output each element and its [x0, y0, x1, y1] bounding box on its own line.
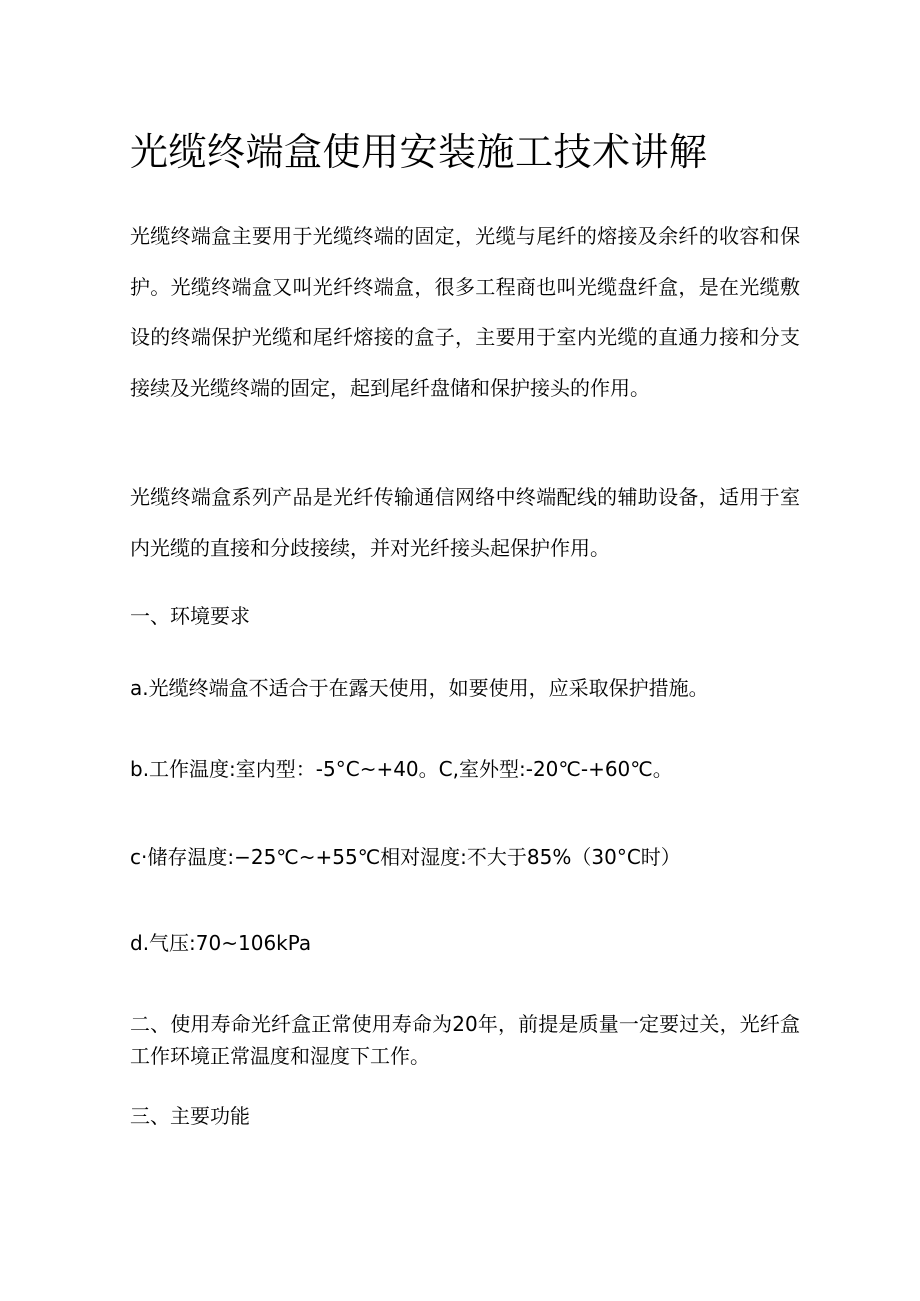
document-title: 光缆终端盒使用安装施工技术讲解	[130, 130, 708, 174]
environment-item-d: d.气压:70~106kPa	[130, 931, 312, 955]
environment-item-b: b.工作温度:室内型：-5°C~+40。C,室外型:-20℃-+60℃。	[130, 757, 673, 781]
series-paragraph: 光缆终端盒系列产品是光纤传输通信网络中终端配线的辅助设备，适用于室内光缆的直接和分歧接续，并对光纤接头起保护作用。	[130, 485, 800, 560]
service-life-paragraph: 二、使用寿命光纤盒正常使用寿命为20年，前提是质量一定要过关，光纤盒工作环境正常温度和湿度下工作。	[130, 1012, 800, 1068]
main-functions-heading: 三、主要功能	[130, 1104, 250, 1128]
environment-heading: 一、环境要求	[130, 604, 250, 628]
environment-item-a: a.光缆终端盒不适合于在露天使用，如要使用，应采取保护措施。	[130, 676, 709, 700]
intro-paragraph: 光缆终端盒主要用于光缆终端的固定，光缆与尾纤的熔接及余纤的收容和保护。光缆终端盒又叫光纤终端盒，很多工程商也叫光缆盘纤盒，是在光缆敷设的终端保护光缆和尾纤熔接的盒子，主要用于室内光缆的直通力接和分支接续及光缆终端的固定，起到尾纤盘储和保护接头的作用。	[130, 224, 800, 400]
environment-item-c: c·储存温度:−25℃~+55℃相对湿度:不大于85%（30°C时）	[130, 845, 681, 869]
